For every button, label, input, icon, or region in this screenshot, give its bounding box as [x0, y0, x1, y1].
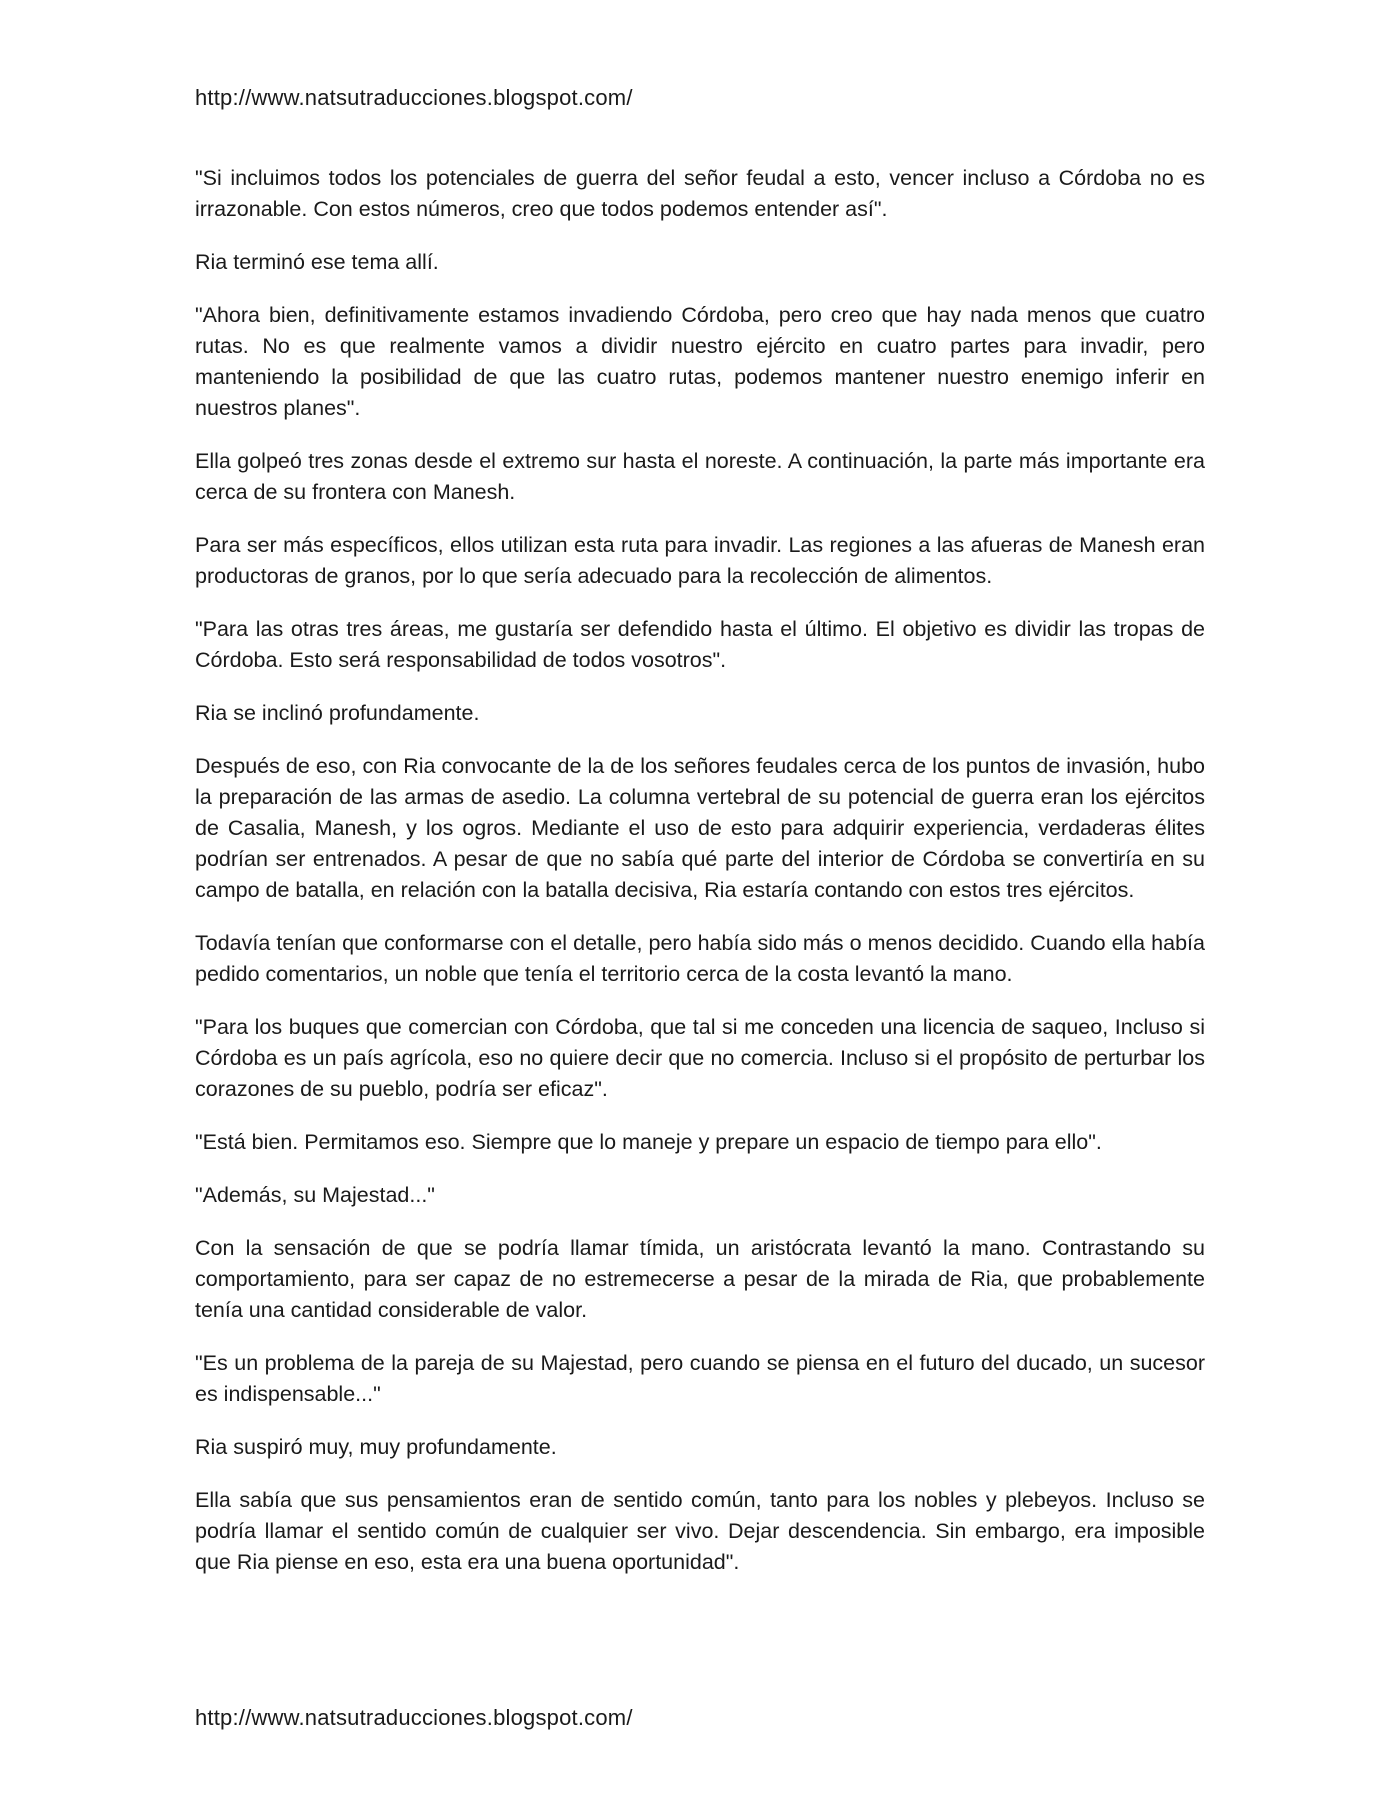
paragraph: "Es un problema de la pareja de su Majestad, pero cuando se piensa en el futuro del ducado, un sucesor es indispensable..."	[195, 1351, 1205, 1406]
paragraph: Ella sabía que sus pensamientos eran de sentido común, tanto para los nobles y plebeyos. Incluso se podría llamar el sentido común de cualquier ser vivo. Dejar descendencia. Sin embargo, era imposible que Ria piense en eso, esta era una buena oportunidad".	[195, 1488, 1205, 1574]
footer-url: http://www.natsutraducciones.blogspot.com/	[195, 1705, 633, 1730]
paragraph: Todavía tenían que conformarse con el detalle, pero había sido más o menos decidido. Cuando ella había pedido comentarios, un noble que tenía el territorio cerca de la costa levantó la mano.	[195, 931, 1205, 986]
paragraph: Con la sensación de que se podría llamar tímida, un aristócrata levantó la mano. Contrastando su comportamiento, para ser capaz de no estremecerse a pesar de la mirada de Ria, que probablemente tenía una cantidad considerable de valor.	[195, 1236, 1205, 1322]
paragraph: Ria suspiró muy, muy profundamente.	[195, 1435, 557, 1459]
paragraph: "Para las otras tres áreas, me gustaría ser defendido hasta el último. El objetivo es dividir las tropas de Córdoba. Esto será responsabilidad de todos vosotros".	[195, 617, 1205, 672]
paragraph: Para ser más específicos, ellos utilizan esta ruta para invadir. Las regiones a las afueras de Manesh eran productoras de granos, por lo que sería adecuado para la recolección de alimentos.	[195, 533, 1205, 588]
document-body	[195, 163, 1205, 1600]
paragraph: "Para los buques que comercian con Córdoba, que tal si me conceden una licencia de saqueo, Incluso si Córdoba es un país agrícola, eso no quiere decir que no comercia. Incluso si el propósito de perturbar los corazones de su pueblo, podría ser eficaz".	[195, 1015, 1205, 1101]
paragraph: "Está bien. Permitamos eso. Siempre que lo maneje y prepare un espacio de tiempo para ello".	[195, 1130, 1102, 1154]
paragraph: "Además, su Majestad..."	[195, 1183, 435, 1207]
paragraph: Ria terminó ese tema allí.	[195, 250, 439, 274]
paragraph: "Si incluimos todos los potenciales de guerra del señor feudal a esto, vencer incluso a Córdoba no es irrazonable. Con estos números, creo que todos podemos entender así".	[195, 166, 1205, 221]
paragraph: Después de eso, con Ria convocante de la de los señores feudales cerca de los puntos de invasión, hubo la preparación de las armas de asedio. La columna vertebral de su potencial de guerra eran los ejércitos de Casalia, Manesh, y los ogros. Mediante el uso de esto para adquirir experiencia, verdaderas élites podrían ser entrenados. A pesar de que no sabía qué parte del interior de Córdoba se convertiría en su campo de batalla, en relación con la batalla decisiva, Ria estaría contando con estos tres ejércitos.	[195, 754, 1205, 902]
paragraph: Ella golpeó tres zonas desde el extremo sur hasta el noreste. A continuación, la parte más importante era cerca de su frontera con Manesh.	[195, 449, 1205, 504]
paragraph: Ria se inclinó profundamente.	[195, 701, 480, 725]
paragraph: "Ahora bien, definitivamente estamos invadiendo Córdoba, pero creo que hay nada menos que cuatro rutas. No es que realmente vamos a dividir nuestro ejército en cuatro partes para invadir, pero manteniendo la posibilidad de que las cuatro rutas, podemos mantener nuestro enemigo inferir en nuestros planes".	[195, 303, 1205, 420]
header-url: http://www.natsutraducciones.blogspot.com/	[195, 85, 633, 110]
